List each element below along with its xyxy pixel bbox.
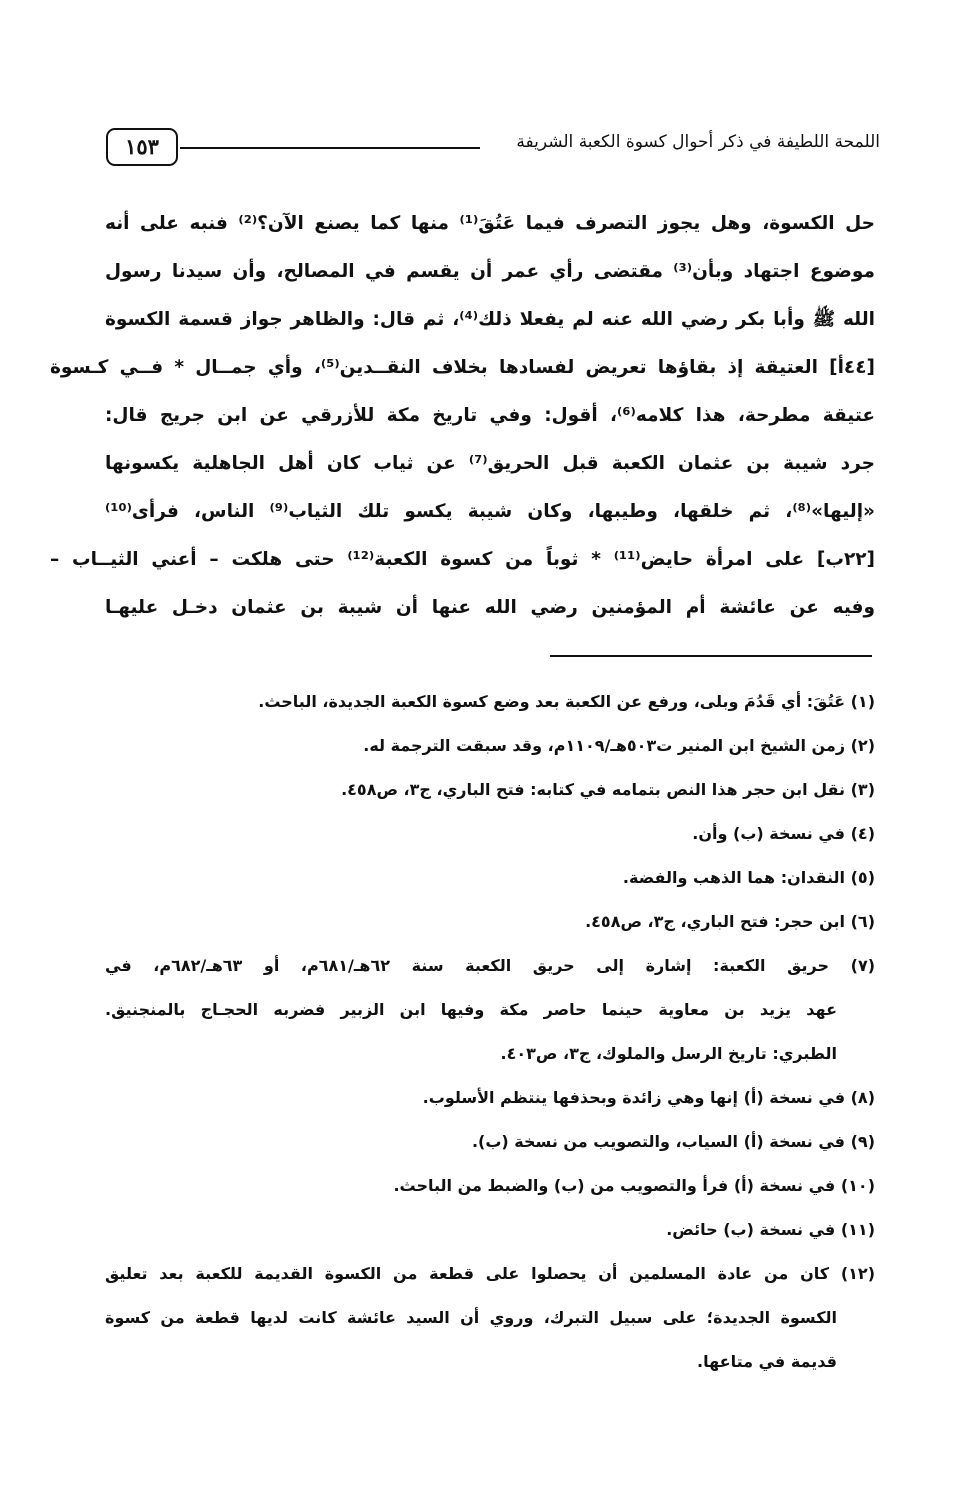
footnote: (٤) في نسخة (ب) وأن. <box>692 824 875 843</box>
footnote: (٧) حريق الكعبة: إشارة إلى حريق الكعبة سنة ٦٢هـ/٦٨١م، أو ٦٣هـ/٦٨٢م، في <box>105 956 875 975</box>
page-header <box>100 128 880 168</box>
footnote: (١١) في نسخة (ب) حائض. <box>666 1220 875 1239</box>
text-line: جرد شيبة بن عثمان الكعبة قبل الحريق⁽⁷⁾ عن ثياب كان أهل الجاهلية يكسونها <box>105 453 875 474</box>
footnote-separator <box>550 655 872 657</box>
footnote: (٢) زمن الشيخ ابن المنير ت٥٠٣هـ/١١٠٩م، وقد سبقت الترجمة له. <box>363 736 875 755</box>
footnote: (٩) في نسخة (أ) السياب، والتصويب من نسخة (ب). <box>471 1132 875 1151</box>
footnote: (١) عَتُقَ: أي قَدُمَ وبلى، ورفع عن الكعبة بعد وضع كسوة الكعبة الجديدة، الباحث. <box>258 692 875 711</box>
text-line: عتيقة مطرحة، هذا كلامه⁽⁶⁾، أقول: وفي تاريخ مكة للأزرقي عن ابن جريج قال: <box>105 405 875 426</box>
text-line: [٢٢ب] على امرأة حايض⁽¹¹⁾ * ثوباً من كسوة الكعبة⁽¹²⁾ حتى هلكت – أعني الثيــاب – <box>50 549 875 570</box>
footnote: (٨) في نسخة (أ) إنها وهي زائدة وبحذفها ينتظم الأسلوب. <box>422 1088 875 1107</box>
footnote: (٥) النقدان: هما الذهب والفضة. <box>622 868 875 887</box>
text-line: [٤٤أ] العتيقة إذ بقاؤها تعريض لفسادها بخلاف النقــدين⁽⁵⁾، وأي جمــال * فــي كـسوة <box>50 357 875 378</box>
footnote-continuation: عهد يزيد بن معاوية حينما حاصر مكة وفيها ابن الزبير فضربه الحجـاج بالمنجنيق. <box>105 1000 837 1019</box>
footnotes <box>105 680 875 1384</box>
main-text <box>50 200 875 632</box>
page-number: ١٥٣ <box>106 128 178 166</box>
text-line: وفيه عن عائشة أم المؤمنين رضي الله عنها أن شيبة بن عثمان دخـل عليهـا <box>105 597 875 618</box>
footnote-continuation: قديمة في متاعها. <box>697 1352 837 1371</box>
text-line: موضوع اجتهاد وبأن⁽³⁾ مقتضى رأي عمر أن يقسم في المصالح، وأن سيدنا رسول <box>105 261 875 282</box>
footnote-continuation: الكسوة الجديدة؛ على سبيل التبرك، وروي أن السيد عائشة كانت لديها قطعة من كسوة <box>105 1308 837 1327</box>
text-line: «إليها»⁽⁸⁾، ثم خلقها، وطيبها، وكان شيبة يكسو تلك الثياب⁽⁹⁾ الناس، فرأى⁽¹⁰⁾ <box>105 501 875 522</box>
text-line: الله ﷺ وأبا بكر رضي الله عنه لم يفعلا ذلك⁽⁴⁾، ثم قال: والظاهر جواز قسمة الكسوة <box>105 309 875 330</box>
header-rule <box>180 147 480 149</box>
footnote: (١٠) في نسخة (أ) فرأ والتصويب من (ب) والضبط من الباحث. <box>393 1176 875 1195</box>
footnote: (٣) نقل ابن حجر هذا النص بتمامه في كتابه: فتح الباري، ج٣، ص٤٥٨. <box>341 780 875 799</box>
footnote: (٦) ابن حجر: فتح الباري، ج٣، ص٤٥٨. <box>585 912 875 931</box>
footnote: (١٢) كان من عادة المسلمين أن يحصلوا على قطعة من الكسوة القديمة للكعبة بعد تعليق <box>105 1264 875 1283</box>
footnote-continuation: الطبري: تاريخ الرسل والملوك، ج٣، ص٤٠٣. <box>500 1044 837 1063</box>
running-title: اللمحة اللطيفة في ذكر أحوال كسوة الكعبة الشريفة <box>516 132 880 152</box>
text-line: حل الكسوة، وهل يجوز التصرف فيما عَتُقَ⁽¹⁾ منها كما يصنع الآن؟⁽²⁾ فنبه على أنه <box>105 213 875 234</box>
